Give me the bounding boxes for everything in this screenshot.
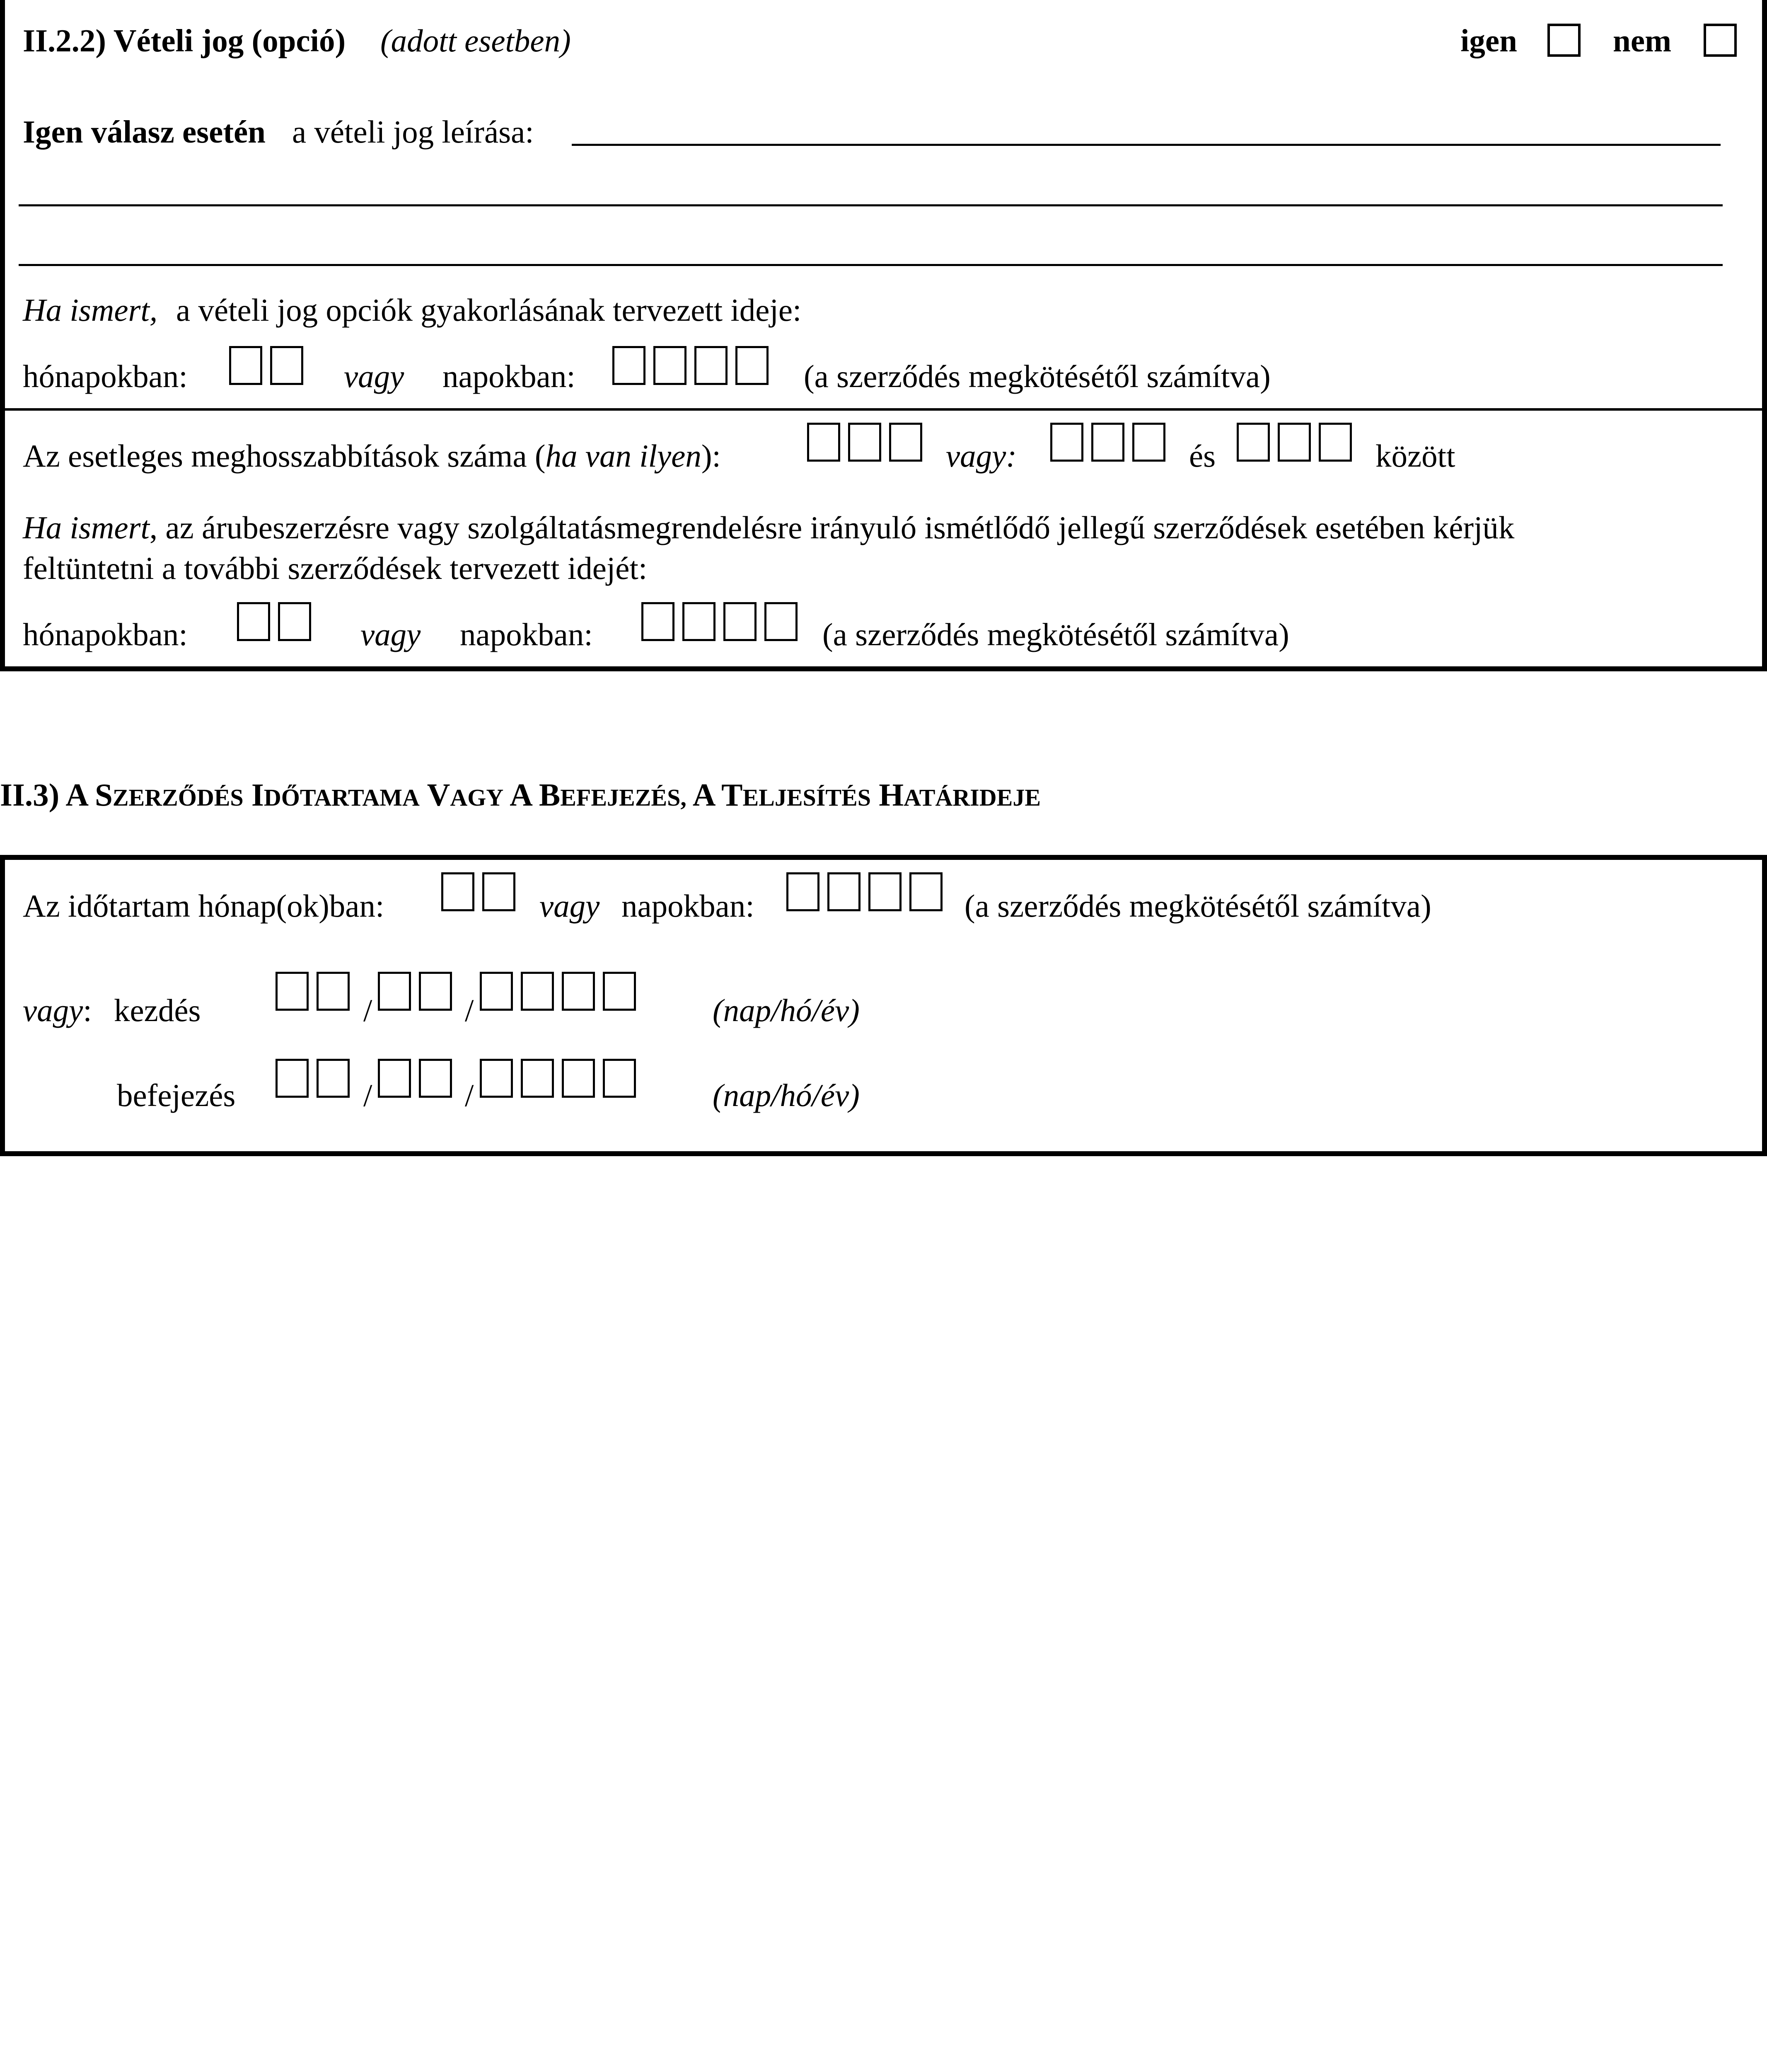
heading-word: SZERZŐDÉS [94, 777, 244, 813]
months-label: hónapokban: [23, 358, 188, 394]
duration-from-contract-note: (a szerződés megkötésétől számítva) [964, 888, 1431, 924]
end-day-input[interactable] [276, 1059, 350, 1098]
start-date-format: (nap/hó/év) [713, 992, 860, 1028]
heading-word: VAGY [427, 777, 504, 813]
vagy-colon-label: vagy: [946, 438, 1017, 474]
vagy-label: vagy [344, 358, 404, 394]
end-date-separator-2: / [465, 1077, 474, 1113]
ha-ismert-label: Ha ismert, [23, 292, 158, 328]
vagy-label-2: vagy [360, 617, 421, 652]
heading-word: A [510, 777, 531, 813]
option-months-input[interactable] [229, 346, 303, 385]
start-day-input[interactable] [276, 972, 350, 1011]
option-time-label: a vételi jog opciók gyakorlásának tervezett ideje: [176, 292, 802, 328]
end-month-input[interactable] [378, 1059, 452, 1098]
duration-days-input[interactable] [786, 872, 943, 911]
heading-word: IDŐTARTAMA [251, 777, 420, 813]
end-date-label: befejezés [117, 1077, 236, 1113]
duration-months-input[interactable] [441, 872, 515, 911]
kozott-label: között [1375, 438, 1455, 474]
start-date-label: kezdés [114, 992, 201, 1028]
duration-days-label: napokban: [621, 888, 754, 924]
recurring-days-input[interactable] [641, 602, 798, 641]
duration-vagy-label: vagy [539, 888, 600, 924]
days-label: napokban: [442, 358, 575, 394]
start-date-prefix: vagy: [23, 992, 92, 1028]
section-divider [0, 408, 1767, 411]
section-title: II.2.2) Vételi jog (opció) [23, 23, 346, 58]
igen-checkbox[interactable] [1547, 24, 1581, 57]
end-date-format: (nap/hó/év) [713, 1077, 860, 1113]
start-date-separator-2: / [465, 992, 474, 1028]
end-year-input[interactable] [480, 1059, 636, 1098]
nem-checkbox[interactable] [1704, 24, 1737, 57]
recurring-contracts-text-line-2: feltüntetni a további szerződések tervezett idejét: [23, 550, 648, 586]
option-description-line-3[interactable] [19, 264, 1723, 266]
from-contract-note-2: (a szerződés megkötésétől számítva) [822, 617, 1289, 652]
option-description-line-2[interactable] [19, 204, 1723, 206]
start-month-input[interactable] [378, 972, 452, 1011]
heading-word: A [65, 777, 87, 813]
recurring-months-input[interactable] [237, 602, 311, 641]
heading-word: HATÁRIDEJE [879, 777, 1041, 813]
heading-word: TELJESÍTÉS [721, 777, 871, 813]
extensions-max-input[interactable] [1237, 423, 1352, 462]
start-year-input[interactable] [480, 972, 636, 1011]
extensions-min-input[interactable] [1050, 423, 1165, 462]
option-days-input[interactable] [612, 346, 769, 385]
igen-valasz-description-label: a vételi jog leírása: [292, 114, 534, 150]
section-title-note: (adott esetben) [380, 23, 571, 58]
heading-word: BEFEJEZÉS, [539, 777, 686, 813]
heading-word: A [692, 777, 714, 813]
months-label-2: hónapokban: [23, 617, 188, 652]
option-description-line-1[interactable] [572, 144, 1721, 146]
extensions-label: Az esetleges meghosszabbítások száma (ha van ilyen): [23, 438, 721, 474]
es-label: és [1189, 438, 1216, 474]
section-3-heading: II.3) A SZERZŐDÉS IDŐTARTAMA VAGY A BEFEJEZÉS, A TELJESÍTÉS HATÁRIDEJE [0, 777, 1041, 813]
from-contract-note: (a szerződés megkötésétől számítva) [804, 358, 1271, 394]
nem-label: nem [1613, 23, 1672, 58]
extensions-count-input[interactable] [807, 423, 922, 462]
start-date-separator-1: / [363, 992, 372, 1028]
igen-valasz-label: Igen válasz esetén [23, 114, 266, 150]
igen-label: igen [1460, 23, 1517, 58]
recurring-contracts-text-line-1: Ha ismert, az árubeszerzésre vagy szolgáltatásmegrendelésre irányuló ismétlődő jellegű szerződések esetében kérjük [23, 510, 1515, 545]
duration-months-label: Az időtartam hónap(ok)ban: [23, 888, 384, 924]
days-label-2: napokban: [460, 617, 593, 652]
end-date-separator-1: / [363, 1077, 372, 1113]
